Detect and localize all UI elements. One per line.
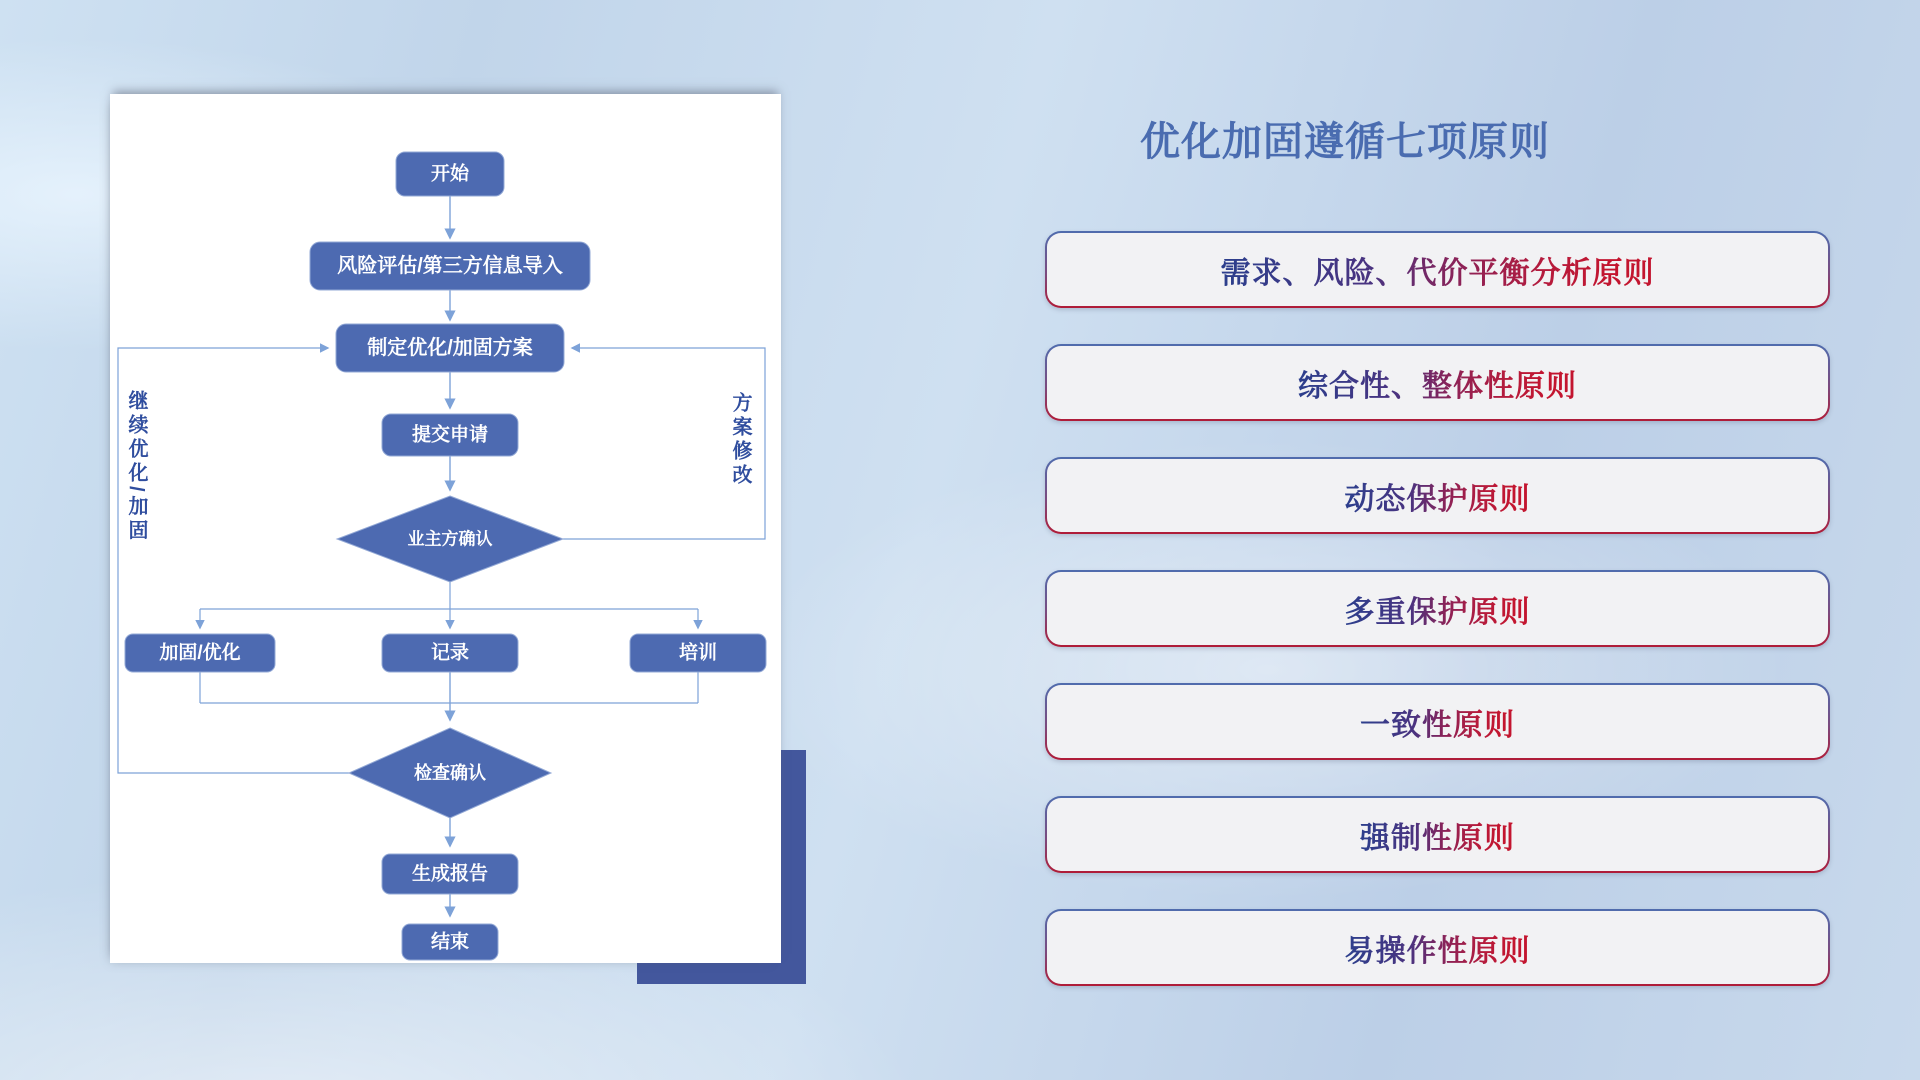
flow-node-check-confirm-label: 检查确认 [414,763,486,783]
flow-node-make-plan-label: 制定优化/加固方案 [367,337,533,359]
principle-item [1045,909,1830,986]
principle-label: 需求、风险、代价平衡分析原则 [1221,248,1655,292]
page-title: 优化加固遵循七项原则 [1140,120,1550,164]
flow-node-owner-confirm [337,496,563,582]
flow-node-report [382,854,518,894]
flow-node-submit-label: 提交申请 [411,424,489,446]
flow-node-record-label: 记录 [430,642,470,664]
flow-node-risk-assess [310,242,590,290]
loop-label-continue-optimize: 继续优化/加固 [125,390,147,544]
principle-item [1045,570,1830,647]
flow-node-check-confirm [349,728,551,818]
flow-node-end [402,924,498,960]
flow-node-submit [382,414,518,456]
principle-label: 强制性原则 [1360,813,1515,857]
flow-node-make-plan [336,324,564,372]
principles-list [1045,231,1830,1022]
flowchart-card [110,94,781,963]
flow-node-owner-confirm-label: 业主方确认 [407,529,493,549]
principle-label: 一致性原则 [1360,700,1515,744]
principle-label: 动态保护原则 [1345,474,1531,518]
flow-node-training-label: 培训 [678,642,718,664]
flow-node-end-label: 结束 [430,931,470,953]
flowchart [110,94,781,963]
flow-node-start [396,152,504,196]
flow-node-harden-optimize [125,634,275,672]
principle-item [1045,344,1830,421]
principle-label: 综合性、整体性原则 [1298,361,1577,405]
flow-node-start-label: 开始 [430,163,470,185]
principle-item [1045,231,1830,308]
principle-item [1045,796,1830,873]
flow-node-training [630,634,766,672]
principle-label: 多重保护原则 [1345,587,1531,631]
principle-label: 易操作性原则 [1345,926,1531,970]
principle-item [1045,683,1830,760]
flow-node-report-label: 生成报告 [411,863,489,885]
flow-node-record [382,634,518,672]
principle-item [1045,457,1830,534]
loop-label-plan-revise: 方案修改 [729,392,751,488]
flow-node-harden-optimize-label: 加固/优化 [159,642,241,664]
flow-node-risk-assess-label: 风险评估/第三方信息导入 [337,255,563,277]
